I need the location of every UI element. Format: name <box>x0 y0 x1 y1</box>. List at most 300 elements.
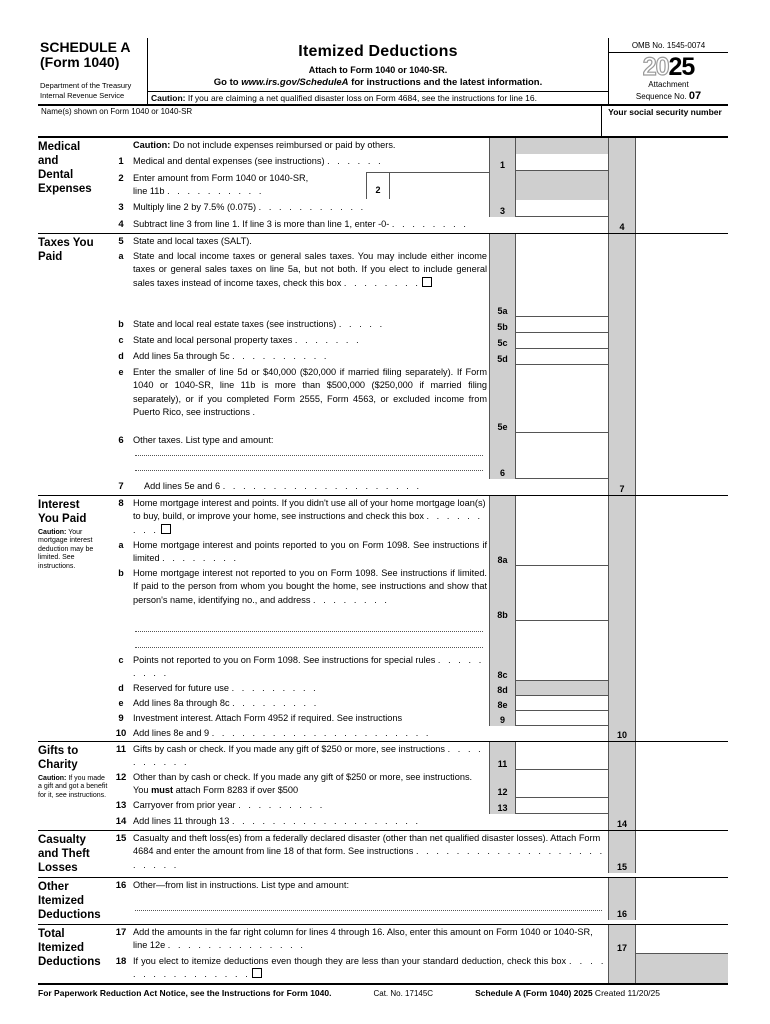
taxpayer-name-row <box>38 106 728 138</box>
section-title-line: and <box>38 155 59 167</box>
line-3-number: 3 <box>118 201 124 213</box>
year-suffix: 25 <box>668 53 695 81</box>
right-label-blank <box>609 333 636 349</box>
amount-column-cluster <box>489 538 608 566</box>
header-caution <box>148 91 608 103</box>
line-6-number: 6 <box>118 434 124 446</box>
amount-column-cluster <box>489 653 608 681</box>
section-interest-title <box>38 496 110 741</box>
line-2-number: 2 <box>118 173 124 184</box>
line-8b-amount-field[interactable] <box>516 566 608 621</box>
right-amount-field[interactable] <box>636 681 728 696</box>
amount-column-cluster <box>489 433 608 479</box>
line-11-number: 11 <box>115 743 127 755</box>
section-title-line: Gifts to <box>38 744 79 757</box>
line-8b-row <box>110 566 728 621</box>
line-12-text-a: Other than by cash or check. If you made any gift of $250 or more, see instructions. You <box>133 771 473 796</box>
row-number-blank <box>110 138 132 154</box>
line-5e-text: Enter the smaller of line 5d or $40,000 ($20,000 if married filing separately). If Form 1040 or 1040-SR, line 11b is more than $500,000 ($250,000 if married filing separately), or if you completed Form 2555, Form 4563, or excluded income from Puerto Rico, see instructions <box>133 366 487 418</box>
leader-dots: . . . . . <box>338 318 385 329</box>
line-8c-text: Points not reported to you on Form 1098. See instructions for special rules <box>133 654 436 665</box>
line-9-row <box>110 711 728 726</box>
leader-dots: . . . . . . . . . . . . . . . . . . . . . . <box>211 727 432 738</box>
line-8a-row <box>110 538 728 566</box>
line-3-row <box>110 200 728 217</box>
section-interest-body <box>110 496 728 741</box>
amount-column-cluster <box>489 349 608 365</box>
amount-column-cluster <box>489 621 608 653</box>
line-5d-text: Add lines 5a through 5c <box>133 350 230 361</box>
right-amount-field[interactable] <box>636 234 728 249</box>
sequence-label: Sequence No. <box>635 92 687 101</box>
line-18-row <box>110 954 728 983</box>
ssn-label: Your social security number <box>608 107 722 117</box>
line-8a-number: a <box>118 539 124 550</box>
section-title-line: Itemized <box>38 894 85 907</box>
department-line-1: Department of the Treasury <box>40 81 132 90</box>
section-other-title <box>38 878 110 924</box>
line-15-number: 15 <box>115 832 127 844</box>
line-16-number: 16 <box>115 879 127 891</box>
sequence-row <box>609 91 728 103</box>
amount-shaded <box>516 138 608 154</box>
section-other-body <box>110 878 728 924</box>
line-7-amount-field[interactable] <box>636 479 728 495</box>
line-5a-amount-field[interactable] <box>516 249 608 317</box>
line-12-text-b: attach Form 8283 if over $500 <box>173 785 299 796</box>
line-8-text: Home mortgage interest and points. If you didn't use all of your home mortgage loan(s) to buy, build, or improve your home, see instructions and check this box <box>133 497 486 522</box>
right-column-cluster <box>608 496 728 538</box>
line-12-must-emphasis: must <box>151 785 174 796</box>
line-3-amount-field[interactable] <box>516 200 608 217</box>
right-column-cluster <box>608 770 728 798</box>
line-2-amount-field[interactable] <box>390 173 489 199</box>
right-column-cluster <box>608 798 728 814</box>
line-5d-row <box>110 349 728 365</box>
right-column-cluster <box>608 249 728 317</box>
omb-number: OMB No. 1545-0074 <box>609 38 728 53</box>
line-5e-amount-field[interactable] <box>516 365 608 433</box>
form-number: (Form 1040) <box>40 54 120 70</box>
right-label-blank <box>609 317 636 333</box>
amount-column-cluster <box>489 681 608 696</box>
right-amount-field[interactable] <box>636 798 728 814</box>
leader-dots: . . . . . . . . . <box>133 654 484 679</box>
right-amount-field[interactable] <box>636 333 728 349</box>
right-label-blank <box>609 200 636 217</box>
line-1-row <box>110 154 728 171</box>
amount-column-cluster <box>489 249 608 317</box>
line-12-amount-field[interactable] <box>516 770 608 798</box>
line-8-row <box>110 496 728 538</box>
line-1-text: Medical and dental expenses (see instructions) <box>133 156 325 166</box>
right-amount-field[interactable] <box>636 154 728 171</box>
right-column-cluster <box>608 333 728 349</box>
right-column-cluster <box>608 742 728 770</box>
line-16-label: 16 <box>609 878 636 920</box>
line-9-label: 9 <box>490 711 516 726</box>
irs-url-link[interactable]: www.irs.gov/ScheduleA <box>241 77 349 88</box>
line-2-row <box>110 171 728 200</box>
section-casualty-title <box>38 831 110 877</box>
medical-caution-row <box>110 138 728 154</box>
line-5c-label: 5c <box>490 333 516 349</box>
right-amount-field[interactable] <box>636 171 728 200</box>
right-label-blank <box>609 681 636 696</box>
line-5c-number: c <box>118 334 124 345</box>
line-5d-number: d <box>118 350 124 361</box>
section-gifts-charity <box>38 742 728 831</box>
sales-tax-checkbox[interactable] <box>422 277 432 287</box>
line-10-text: Add lines 8e and 9 <box>133 727 210 738</box>
line-1-label: 1 <box>490 154 516 171</box>
section-title-line: Charity <box>38 758 78 771</box>
right-column-cluster <box>608 566 728 621</box>
right-column-cluster <box>608 653 728 681</box>
line-16-write-in[interactable] <box>135 909 602 911</box>
right-amount-field[interactable] <box>636 621 728 653</box>
right-amount-field[interactable] <box>636 249 728 317</box>
right-column-cluster <box>608 171 728 200</box>
line-17-label: 17 <box>609 925 636 954</box>
line-8c-number: c <box>118 654 124 665</box>
line-5-amount-field[interactable] <box>516 234 608 249</box>
gifts-caution <box>38 775 108 801</box>
line-6-label: 6 <box>490 433 516 479</box>
line-8b-write-in-2[interactable] <box>135 646 483 648</box>
line-9-amount-field[interactable] <box>516 711 608 726</box>
line-4-number: 4 <box>118 218 124 230</box>
ssn-field[interactable] <box>602 106 728 136</box>
line-15-row <box>110 831 728 873</box>
line-16-amount-field[interactable] <box>636 878 728 920</box>
line-11-amount-field[interactable] <box>516 742 608 770</box>
right-column-cluster <box>608 726 728 741</box>
row-number-blank <box>110 621 132 653</box>
line-11-text: Gifts by cash or check. If you made any gift of $250 or more, see instructions <box>133 743 446 754</box>
section-title-line: Medical <box>38 141 81 153</box>
amount-column-cluster <box>489 317 608 333</box>
line-8b-label: 8b <box>490 566 516 621</box>
line-10-amount-field[interactable] <box>636 726 728 741</box>
attach-instruction: Attach to Form 1040 or 1040-SR. <box>308 65 448 75</box>
caution-text: If you are claiming a net qualified disaster loss on Form 4684, see the instructions for line 16. <box>185 93 537 103</box>
line-label-blank <box>490 496 516 538</box>
leader-dots: . . . . . . . . . . . . . . . . . . . . . . . . <box>133 846 605 870</box>
line-18-number: 18 <box>115 955 127 967</box>
amount-column-cluster <box>489 742 608 770</box>
medical-caution-text: Do not include expenses reimbursed or paid by others. <box>170 140 396 150</box>
line-11-label: 11 <box>490 742 516 770</box>
section-title-line: Taxes You <box>38 236 94 249</box>
form-footer <box>38 985 728 998</box>
line-5a-text: State and local income taxes or general sales taxes. You may include either income taxes or general sales taxes on line 5a, but not both. If you elect to include general sales taxes instead of income taxes, check this box <box>133 250 487 288</box>
right-label-blank <box>609 621 636 653</box>
line-5-row <box>110 234 728 249</box>
department-line-2: Internal Revenue Service <box>40 90 125 100</box>
line-17-number: 17 <box>115 926 127 938</box>
line-5d-label: 5d <box>490 349 516 365</box>
line-6-write-in-1[interactable] <box>135 454 483 456</box>
leader-dots: . . . . . . . . . . . . . . <box>167 940 306 951</box>
section-taxes-body <box>110 234 728 495</box>
amount-column-cluster <box>489 566 608 621</box>
line-8e-label: 8e <box>490 696 516 711</box>
line-10-number: 10 <box>115 727 127 739</box>
line-16-text: Other—from list in instructions. List type and amount: <box>133 879 349 890</box>
section-total-itemized <box>38 925 728 985</box>
line-label-blank <box>490 621 516 653</box>
right-column-cluster <box>608 317 728 333</box>
tax-year <box>609 55 728 80</box>
line-6-row <box>110 433 728 479</box>
line-3-text: Multiply line 2 by 7.5% (0.075) <box>133 201 257 212</box>
line-7-number: 7 <box>118 480 124 492</box>
leader-dots: . . . . . . . . . <box>231 682 319 693</box>
line-2-text-a: Enter amount from Form 1040 or 1040-SR, <box>133 173 309 183</box>
amount-continuation[interactable] <box>516 621 608 653</box>
leader-dots: . . . . . . . . . <box>133 511 483 535</box>
section-gifts-body <box>110 742 728 830</box>
line-8d-reserved-shaded <box>516 681 608 696</box>
line-7-text: Add lines 5e and 6 <box>144 480 221 491</box>
line-15-amount-field[interactable] <box>636 831 728 873</box>
header-left-block <box>38 38 148 104</box>
line-8a-amount-field[interactable] <box>516 538 608 566</box>
right-amount-field[interactable] <box>636 317 728 333</box>
line-13-text: Carryover from prior year <box>133 799 236 810</box>
leader-dots: . . . . . . . . . . . <box>258 201 366 212</box>
line-12-row <box>110 770 728 798</box>
right-label-blank <box>609 696 636 711</box>
line-8-number: 8 <box>118 497 124 509</box>
line-17-amount-field[interactable] <box>636 925 728 954</box>
leader-dots: . . . . . . . . . . . . . . . . . . . <box>231 815 421 826</box>
right-label-blank <box>609 538 636 566</box>
right-amount-field[interactable] <box>636 696 728 711</box>
line-5b-row <box>110 317 728 333</box>
right-amount-field[interactable] <box>636 349 728 365</box>
right-label-blank <box>609 234 636 249</box>
line-4-label: 4 <box>609 217 636 233</box>
line-8d-row <box>110 681 728 696</box>
amount-column-cluster <box>489 333 608 349</box>
line-6-write-in-2[interactable] <box>135 469 483 471</box>
line-8b-text: Home mortgage interest not reported to you on Form 1098. See instructions if limited. If paid to the person from whom you bought the home, see instructions and show that person's name, identifying no., and address <box>133 567 487 605</box>
line-5c-amount-field[interactable] <box>516 333 608 349</box>
line-8b-write-in-1[interactable] <box>135 630 483 632</box>
leader-dots: . <box>252 407 258 418</box>
line-8e-text: Add lines 8a through 8c <box>133 697 230 708</box>
right-column-cluster <box>608 711 728 726</box>
line-14-amount-field[interactable] <box>636 814 728 830</box>
right-column-cluster <box>608 925 728 954</box>
line-8-amount-field[interactable] <box>516 496 608 538</box>
amount-column-cluster <box>489 496 608 538</box>
line-5c-text: State and local personal property taxes <box>133 334 293 345</box>
line-15-text: Casualty and theft loss(es) from a federally declared disaster (other than net qualified disaster losses). Attach Form 4684 and enter the amount from line 18 of that form. See instructions <box>133 832 601 857</box>
line-5e-row <box>110 365 728 433</box>
right-amount-field[interactable] <box>636 770 728 798</box>
right-column-cluster <box>608 479 728 495</box>
itemize-election-checkbox[interactable] <box>252 968 262 978</box>
line-7-label: 7 <box>609 479 636 495</box>
right-label-blank <box>609 566 636 621</box>
line-8e-amount-field[interactable] <box>516 696 608 711</box>
name-label: Name(s) shown on Form 1040 or 1040-SR <box>41 107 193 116</box>
attachment-label: Attachment <box>648 80 689 89</box>
right-column-cluster <box>608 234 728 249</box>
line-label-blank <box>490 138 516 154</box>
line-8d-text: Reserved for future use <box>133 682 230 693</box>
line-2-label: 2 <box>367 173 390 199</box>
section-medical-body <box>110 138 728 233</box>
right-column-cluster <box>608 538 728 566</box>
line-7-row <box>110 479 728 495</box>
section-medical-dental <box>38 138 728 234</box>
right-column-cluster <box>608 814 728 830</box>
line-8b-writein-row <box>110 621 728 653</box>
mortgage-use-checkbox[interactable] <box>161 524 171 534</box>
right-label-blank <box>609 711 636 726</box>
right-amount-field[interactable] <box>636 742 728 770</box>
line-2-text-b: line 11b <box>133 186 165 197</box>
amount-column-cluster <box>489 138 608 154</box>
amount-column-cluster <box>489 711 608 726</box>
line-8c-label: 8c <box>490 653 516 681</box>
amount-column-cluster <box>489 696 608 711</box>
amount-column-cluster <box>489 770 608 798</box>
line-14-text: Add lines 11 through 13 <box>133 815 230 826</box>
right-column-cluster <box>608 831 728 873</box>
line-1-number: 1 <box>118 156 124 167</box>
right-label-blank <box>609 742 636 770</box>
right-label-blank <box>609 496 636 538</box>
line-5b-amount-field[interactable] <box>516 317 608 333</box>
line-5b-label: 5b <box>490 317 516 333</box>
line-10-label: 10 <box>609 726 636 741</box>
section-taxes-title <box>38 234 110 495</box>
right-amount-field[interactable] <box>636 365 728 433</box>
right-column-cluster <box>608 349 728 365</box>
line-11-row <box>110 742 728 770</box>
amount-column-cluster <box>489 234 608 249</box>
year-prefix: 20 <box>642 53 669 81</box>
line-8d-number: d <box>118 682 124 693</box>
line-5e-number: e <box>118 366 124 377</box>
right-column-cluster <box>608 154 728 171</box>
line-16-row <box>110 878 728 920</box>
section-title-line: Casualty <box>38 833 86 846</box>
goto-suffix: for instructions and the latest information. <box>348 77 543 88</box>
right-amount-field[interactable] <box>636 653 728 681</box>
section-total-title <box>38 925 110 983</box>
right-amount-field[interactable] <box>636 496 728 538</box>
section-title-line: Total <box>38 927 65 940</box>
section-taxes-paid <box>38 234 728 496</box>
line-18-label-blank <box>609 954 636 983</box>
line-8c-row <box>110 653 728 681</box>
right-column-cluster <box>608 681 728 696</box>
section-title-line: Deductions <box>38 955 101 968</box>
line-17-row <box>110 925 728 954</box>
line-4-row <box>110 217 728 233</box>
line-8e-number: e <box>118 697 124 708</box>
line-5d-amount-field[interactable] <box>516 349 608 365</box>
leader-dots: . . . . . . . <box>294 334 362 345</box>
line-8b-number: b <box>118 567 124 578</box>
line-6-amount-field[interactable] <box>516 433 608 479</box>
line-4-text: Subtract line 3 from line 1. If line 3 is more than line 1, enter -0- <box>133 218 390 229</box>
right-label-blank <box>609 154 636 171</box>
line-13-row <box>110 798 728 814</box>
section-interest-paid <box>38 496 728 742</box>
line-14-number: 14 <box>115 815 127 827</box>
leader-dots: . . . . . . . . <box>313 594 390 605</box>
catalog-number: Cat. No. 17145C <box>373 988 434 998</box>
section-title-line: Itemized <box>38 941 85 954</box>
line-14-row <box>110 814 728 830</box>
right-label-blank <box>609 365 636 433</box>
right-column-cluster <box>608 878 728 920</box>
line-5a-label: 5a <box>490 249 516 317</box>
leader-dots: . . . . . . . . <box>391 218 469 229</box>
right-amount-field[interactable] <box>636 538 728 566</box>
right-column-cluster <box>608 696 728 711</box>
name-field[interactable] <box>38 106 602 136</box>
line-label-blank <box>490 171 516 200</box>
right-amount-field[interactable] <box>636 433 728 479</box>
line-13-number: 13 <box>115 799 127 811</box>
section-title-line: You Paid <box>38 512 87 525</box>
section-other-itemized <box>38 878 728 925</box>
goto-instruction <box>151 77 605 88</box>
line-4-amount-field[interactable] <box>636 217 728 233</box>
gifts-caution-label: Caution: <box>38 774 67 782</box>
line-13-label: 13 <box>490 798 516 814</box>
line-10-row <box>110 726 728 741</box>
goto-prefix: Go to <box>213 77 242 88</box>
right-amount-field[interactable] <box>636 200 728 217</box>
section-title-line: Expenses <box>38 183 92 195</box>
line-6-text: Other taxes. List type and amount: <box>133 434 274 445</box>
right-amount-field[interactable] <box>636 566 728 621</box>
right-amount-field[interactable] <box>636 138 728 154</box>
amount-column-cluster <box>489 200 608 217</box>
line-8c-amount-field[interactable] <box>516 653 608 681</box>
section-title-line: Interest <box>38 498 80 511</box>
line-5-number: 5 <box>118 235 124 247</box>
line-12-label: 12 <box>490 770 516 798</box>
page-title: Itemized Deductions <box>298 43 458 60</box>
line-5c-row <box>110 333 728 349</box>
amount-column-cluster <box>489 798 608 814</box>
line-5b-text: State and local real estate taxes (see instructions) <box>133 318 337 329</box>
right-column-cluster <box>608 138 728 154</box>
line-5a-row <box>110 249 728 317</box>
section-title-line: Losses <box>38 861 78 874</box>
line-1-amount-field[interactable] <box>516 154 608 171</box>
right-column-cluster <box>608 200 728 217</box>
right-label-blank <box>609 433 636 479</box>
right-amount-field[interactable] <box>636 711 728 726</box>
leader-dots: . . . . . . . . . <box>232 697 319 708</box>
section-title-line: and Theft <box>38 847 90 860</box>
line-13-amount-field[interactable] <box>516 798 608 814</box>
form-header <box>38 38 728 106</box>
line-17-text: Add the amounts in the far right column for lines 4 through 16. Also, enter this amount on Form 1040 or 1040-SR, line 12e <box>133 926 593 951</box>
line-8a-text: Home mortgage interest and points reported to you on Form 1098. See instructions if limited <box>133 539 487 564</box>
